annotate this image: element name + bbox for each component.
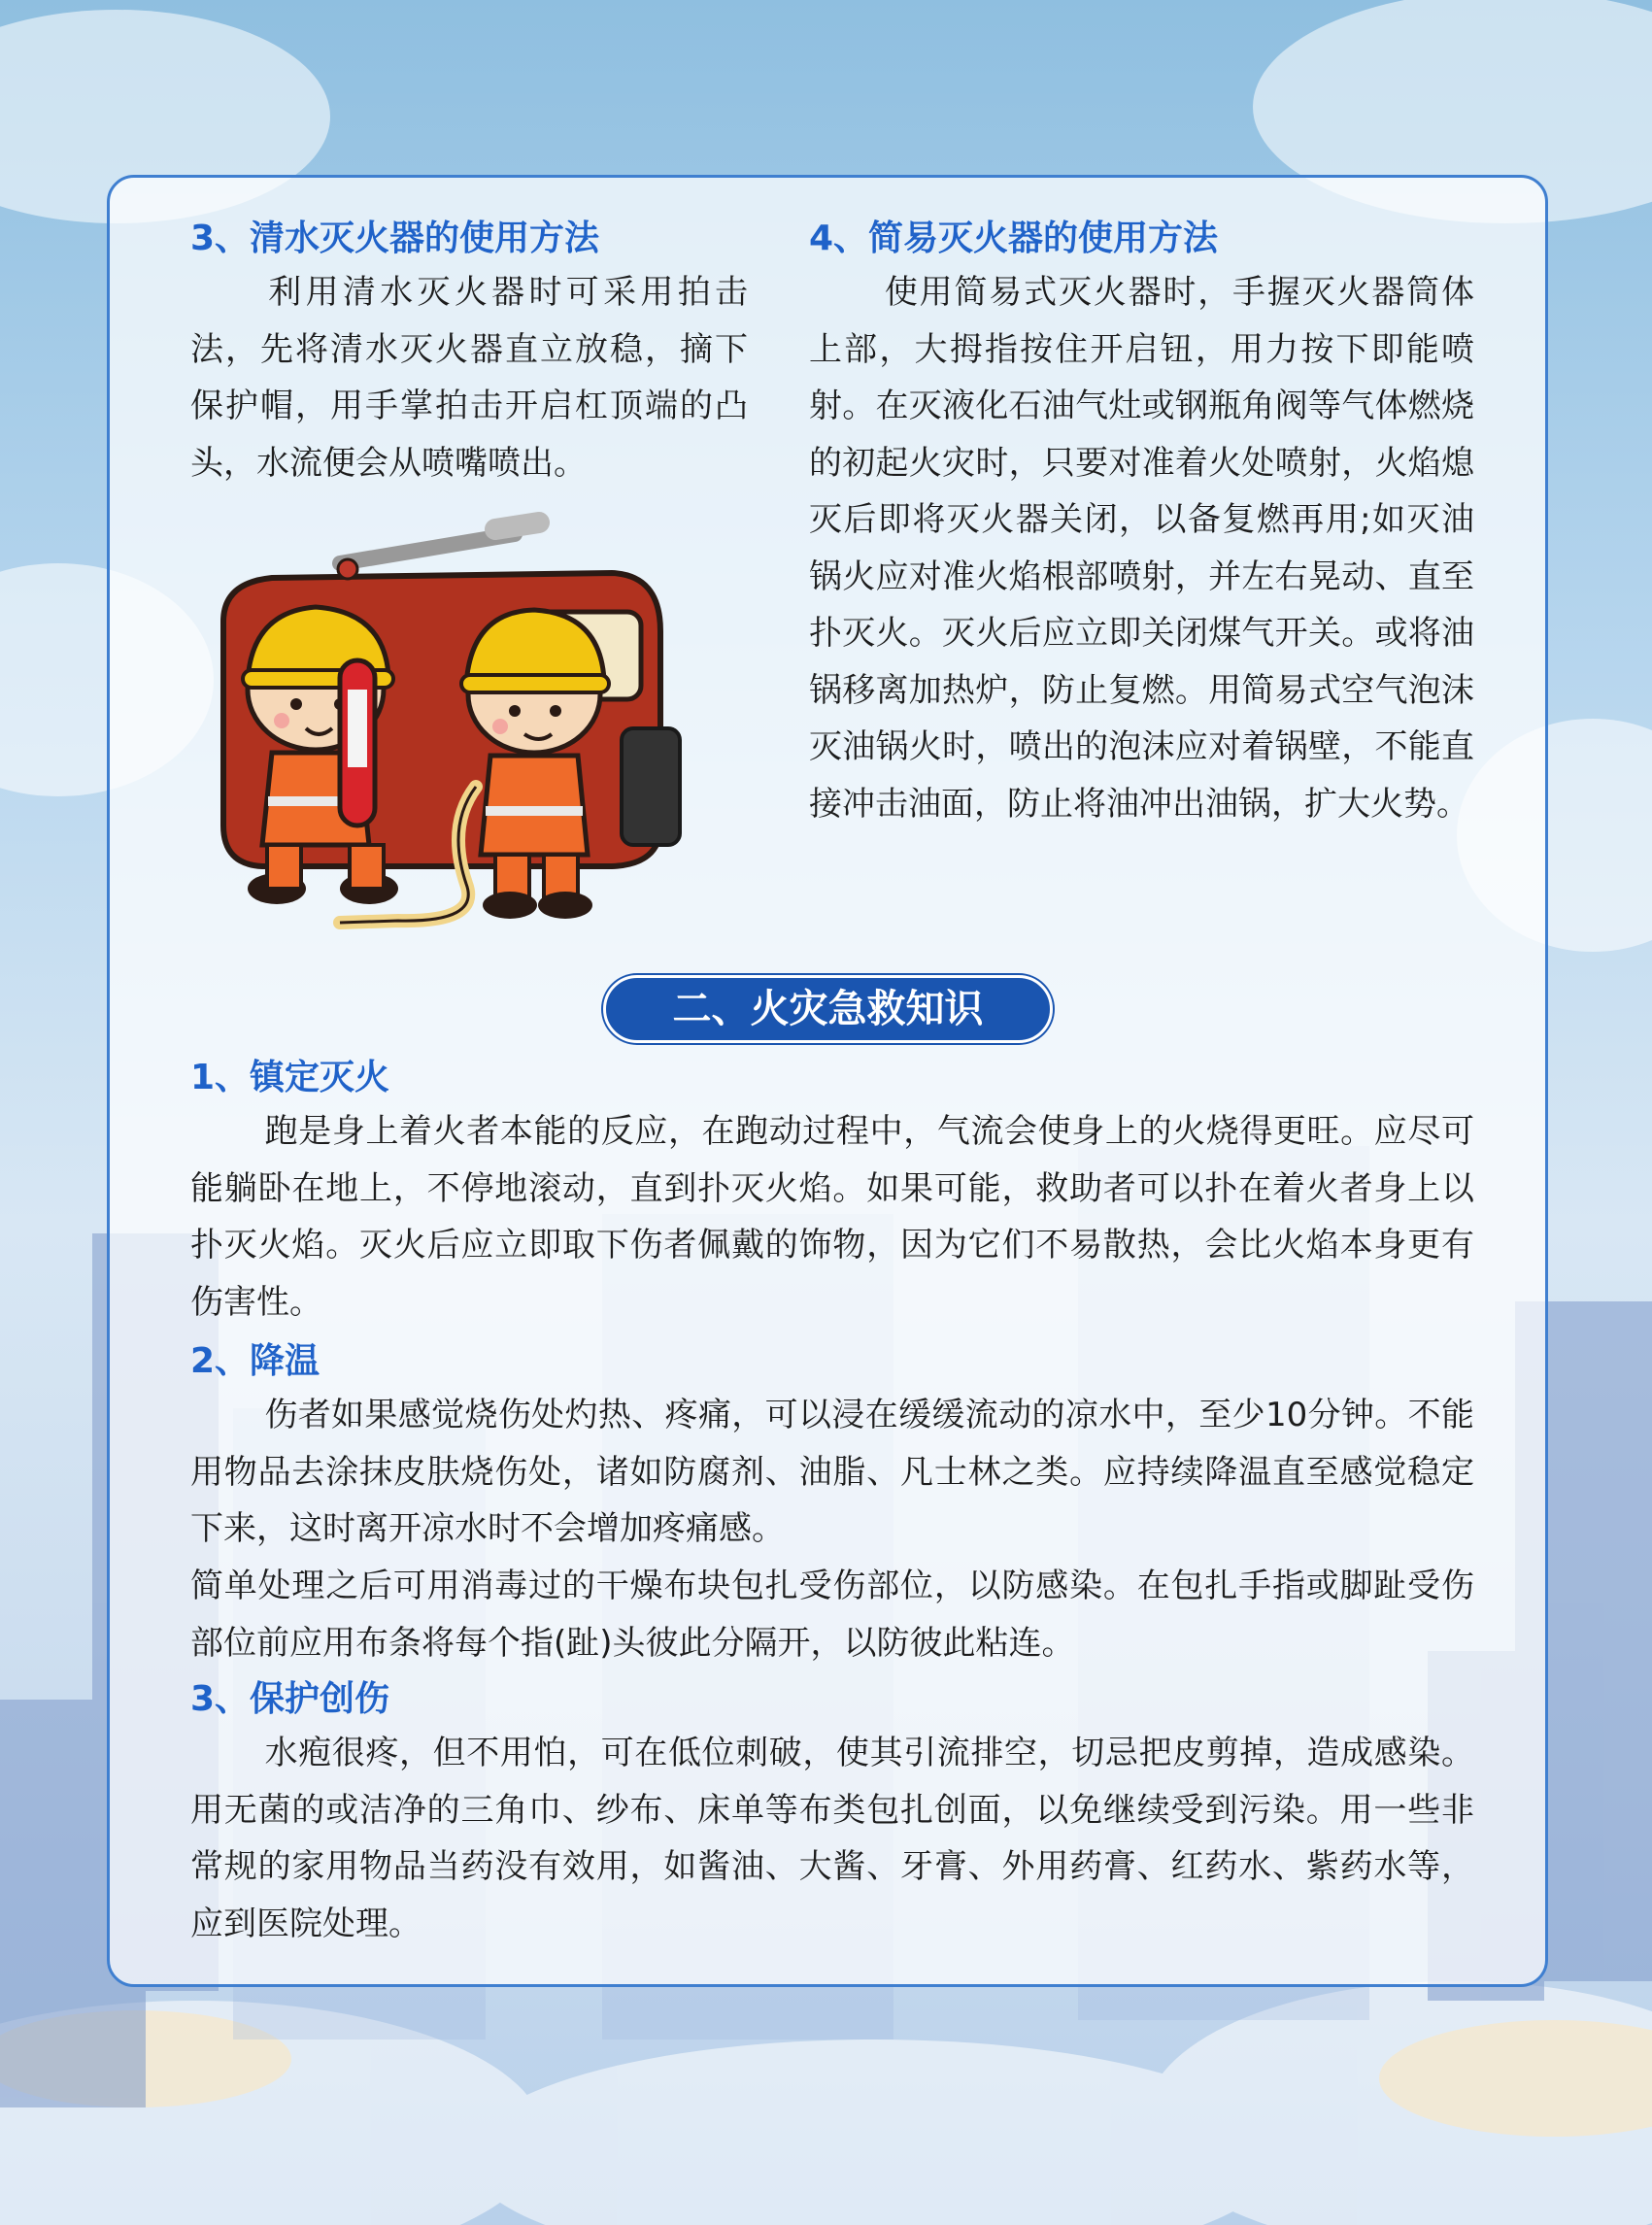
section-title-fire-first-aid: 二、火灾急救知识 xyxy=(603,975,1053,1043)
paragraph-protect-wound: 水疱很疼，但不用怕，可在低位刺破，使其引流排空，切忌把皮剪掉，造成感染。用无菌的或洁净的三角巾、纱布、床单等布类包扎创面，以免继续受到污染。用一些非常规的家用物品当药没有效用，如酱油、大酱、牙膏、外用药膏、红药水、紫药水等，应到医院处理。 xyxy=(190,1734,1474,1943)
heading-calm-extinguish: 1、镇定灭火 xyxy=(190,1058,390,1097)
paragraph-simple-extinguisher: 使用简易式灭火器时，手握灭火器筒体上部，大拇指按住开启钮，用力按下即能喷射。在灭液化石油气灶或钢瓶角阀等气体燃烧的初起火灾时，只要对准着火处喷射，火焰熄灭后即将灭火器关闭，以备复燃再用;如灭油锅火应对准火焰根部喷射，并左右晃动、直至扑灭火。灭火后应立即关闭煤气开关。或将油锅移离加热炉，防止复燃。用简易式空气泡沫灭油锅火时，喷出的泡沫应对着锅壁，不能直接冲击油面，防止将油冲出油锅，扩大火势。 xyxy=(809,273,1474,824)
paragraph-cooling-bandage: 简单处理之后可用消毒过的干燥布块包扎受伤部位，以防感染。在包扎手指或脚趾受伤部位前应用布条将每个指(趾)头彼此分隔开，以防彼此粘连。 xyxy=(190,1567,1474,1663)
firefighters-illustration xyxy=(204,505,690,932)
paragraph-water-extinguisher: 利用清水灭火器时可采用拍击法，先将清水灭火器直立放稳，摘下保护帽，用手掌拍击开启杠顶端的凸头，水流便会从喷嘴喷出。 xyxy=(190,273,748,483)
paragraph-cooling: 伤者如果感觉烧伤处灼热、疼痛，可以浸在缓缓流动的凉水中，至少10分钟。不能用物品去涂抹皮肤烧伤处，诸如防腐剂、油脂、凡士林之类。应持续降温直至感觉稳定下来，这时离开凉水时不会增加疼痛感。 xyxy=(190,1396,1474,1548)
heading-simple-extinguisher: 4、简易灭火器的使用方法 xyxy=(809,219,1219,258)
paragraph-calm-extinguish: 跑是身上着火者本能的反应，在跑动过程中，气流会使身上的火烧得更旺。应尽可能躺卧在地上，不停地滚动，直到扑灭火焰。如果可能，救助者可以扑在着火者身上以扑灭火焰。灭火后应立即取下伤者佩戴的饰物，因为它们不易散热，会比火焰本身更有伤害性。 xyxy=(190,1112,1474,1322)
heading-protect-wound: 3、保护创伤 xyxy=(190,1679,390,1719)
heading-water-extinguisher: 3、清水灭火器的使用方法 xyxy=(190,219,600,258)
heading-cooling: 2、降温 xyxy=(190,1341,320,1381)
